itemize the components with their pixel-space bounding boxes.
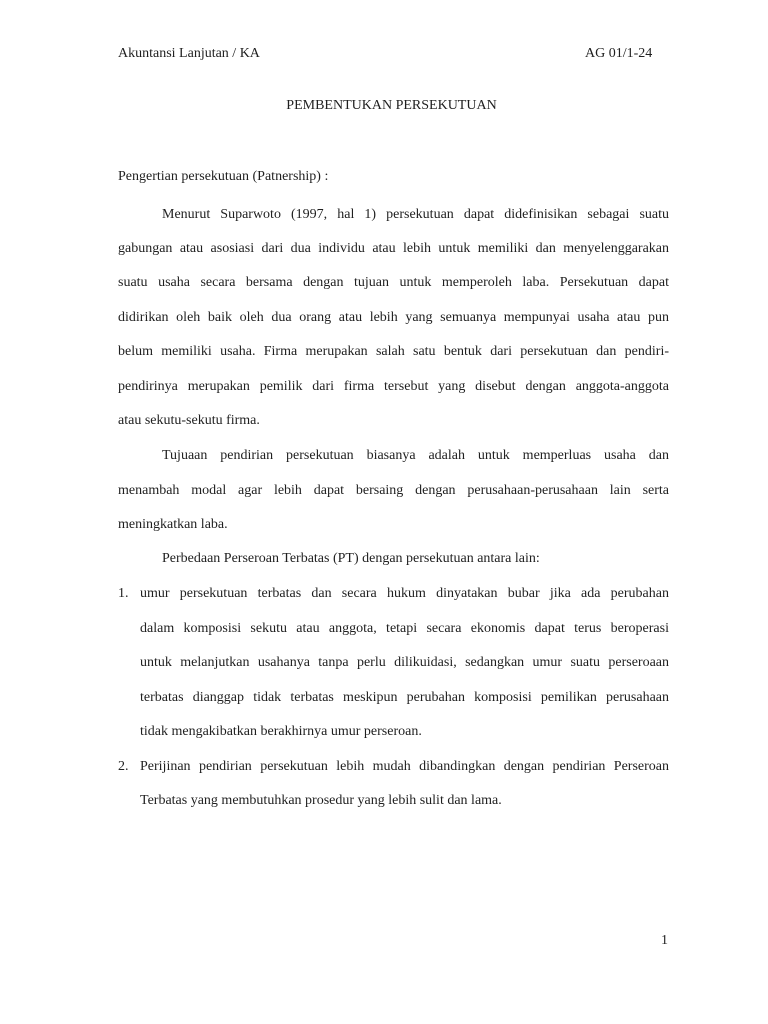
list-item-line: untuk melanjutkan usahanya tanpa perlu dilikuidasi, sedangkan umur suatu perseroaan <box>140 655 669 670</box>
list-item-number: 1. <box>118 586 129 601</box>
paragraph1-line: gabungan atau asosiasi dari dua individu atau lebih untuk memiliki dan menyelenggarakan <box>118 241 669 256</box>
list-item-line: Terbatas yang membutuhkan prosedur yang lebih sulit dan lama. <box>140 793 502 808</box>
paragraph2-line: Tujuaan pendirian persekutuan biasanya adalah untuk memperluas usaha dan <box>162 448 669 463</box>
list-item-line: umur persekutuan terbatas dan secara hukum dinyatakan bubar jika ada perubahan <box>140 586 669 601</box>
list-item-line: tidak mengakibatkan berakhirnya umur perseroan. <box>140 724 422 739</box>
header-left-text: Akuntansi Lanjutan / KA <box>118 46 260 61</box>
list-item-number: 2. <box>118 759 129 774</box>
paragraph1-line: belum memiliki usaha. Firma merupakan salah satu bentuk dari persekutuan dan pendiri- <box>118 344 669 359</box>
list-item-line: dalam komposisi sekutu atau anggota, tetapi secara ekonomis dapat terus beroperasi <box>140 621 669 636</box>
paragraph3: Perbedaan Perseroan Terbatas (PT) dengan persekutuan antara lain: <box>162 551 540 566</box>
list-item-line: Perijinan pendirian persekutuan lebih mudah dibandingkan dengan pendirian Perseroan <box>140 759 669 774</box>
page-number: 1 <box>661 933 668 948</box>
subheading: Pengertian persekutuan (Patnership) : <box>118 169 329 184</box>
document-title: PEMBENTUKAN PERSEKUTUAN <box>286 98 497 113</box>
paragraph2-line: menambah modal agar lebih dapat bersaing dengan perusahaan-perusahaan lain serta <box>118 483 669 498</box>
header-right-code: AG 01/1-24 <box>585 46 653 61</box>
paragraph2-line: meningkatkan laba. <box>118 517 228 532</box>
paragraph1-line: suatu usaha secara bersama dengan tujuan untuk memperoleh laba. Persekutuan dapat <box>118 275 669 290</box>
list-item-line: terbatas dianggap tidak terbatas meskipun perubahan komposisi pemilikan perusahaan <box>140 690 669 705</box>
paragraph1-line: pendirinya merupakan pemilik dari firma tersebut yang disebut dengan anggota-anggota <box>118 379 669 394</box>
paragraph1-line: didirikan oleh baik oleh dua orang atau lebih yang semuanya mempunyai usaha atau pun <box>118 310 669 325</box>
paragraph1-line: atau sekutu-sekutu firma. <box>118 413 260 428</box>
paragraph1-line: Menurut Suparwoto (1997, hal 1) persekutuan dapat didefinisikan sebagai suatu <box>162 207 669 222</box>
